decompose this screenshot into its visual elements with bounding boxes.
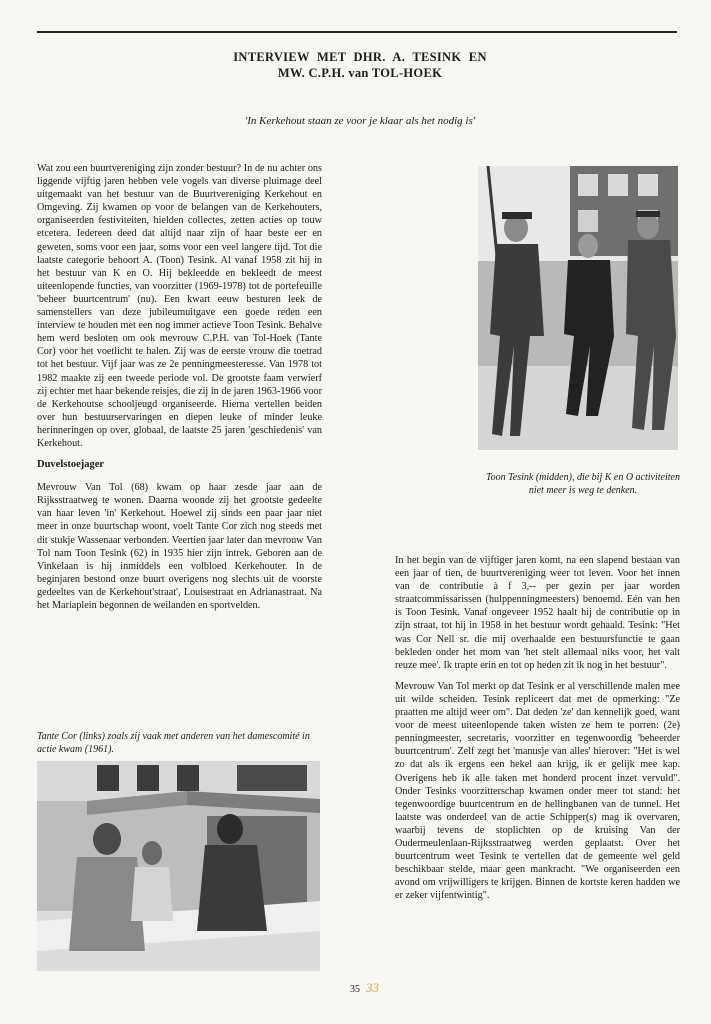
left-column: [37, 162, 322, 620]
photo-damescomite: [37, 761, 320, 971]
left-paragraph-2: Mevrouw Van Tol (68) kwam op haar zesde jaar aan de Rijksstraatweg te wonen. Daarna woonde zij het grootste gedeelte van haar leven 'in' Kerkehout. Hoewel zij sinds een paar jaar niet meer in onze buurtschap woont, voelt Tante Cor zich nog steeds met dit stukje Wassenaar verbonden. Veertien jaar later dan mevrouw Van Tol nam Toon Tesink (62) in 1935 hier zijn intrek. Geboren aan de Vinkelaan is hij inmiddels een volbloed Kerkehouter. In de beginjaren bestond onze buurt overigens nog slechts uit de voorste gedeeltes van de Kerkehout'straat', Louisestraat en Adrianastraat. Na het Mariaplein begonnen de weilanden en sportvelden.: [37, 482, 322, 611]
photo-caption-toon: Toon Tesink (midden), die bij K en O activiteiten niet meer is weg te denken.: [486, 472, 680, 496]
photo-toon-tesink: [478, 166, 678, 450]
page-number: 35: [350, 984, 360, 995]
photo-women-table-image: [37, 761, 320, 971]
pencil-annotation: 33: [366, 980, 379, 995]
section-heading: Duvelstoejager: [37, 459, 105, 471]
right-paragraph-2: Mevrouw Van Tol merkt op dat Tesink er al verschillende malen mee uit wilde scheiden. Tesink repliceert dat met de opmerking: "Ze praatten me altijd weer om". Dat deden 'ze' dan kennelijk goed, want voor de meest uiteenlopende taken wisten ze hem te porren: (2e) penningmeester, secretaris, voorzitter en tegenwoordig 'beheerder buurtcentrum'. Zelf zegt het 'manusje van alles' hierover: "Het is wel zo dat als ik ergens een hekel aan krijg, ik er gelijk mee kap. Overigens heb ik alle taken met honderd procent inzet vervuld". Onder Tesinks voorzitterschap kwamen onder meer tot stand: het tegenwoordige buurtcentrum en de hellingbanen van de tunnel. Het laatste was onderdeel van de actie Schipper(s) mag ik overvaren, waarbij tevens de stoplichten op de kruising Van der Oudermeulenlaan-Rijksstraatweg werden geplaatst. Over het buurtcentrum weet Tesink te vertellen dat de gemeente wel geld beschikbaar stelde, maar geen mankracht. "We organiseerden een avond om vrijwilligers te krijgen. Binnen de kortste keren hadden we er zeker vijfentwintig".: [395, 680, 680, 902]
article-title-line-2: MW. C.P.H. van TOL-HOEK: [277, 66, 443, 80]
right-paragraph-1: In het begin van de vijftiger jaren komt, na een slapend bestaan van een jaar of tien, de buurtvereniging weer tot leven. Voor het innen van de contributie à f 3,-- per gezin per jaar worden straatcommissarissen (hulppenningmeesters) benoemd. Eén van hen is Toon Tesink. Vanaf ongeveer 1952 haalt hij de contributie op in zijn straat, tot hij in 1958 in het bestuur wordt gehaald. Tesink: "Het was Cor Nell sr. die mij overhaalde een bestuursfunctie te gaan bekleden onder het mom van 'het stelt allemaal niks voor, het valt reuze mee'. Ik trapte erin en tot op heden zit ik nog in het bestuur".: [395, 555, 680, 671]
top-rule: [37, 31, 677, 33]
intro-paragraph: Wat zou een buurtvereniging zijn zonder bestuur? In de nu achter ons liggende vijftig jaren hebben vele vogels van diverse pluimage deel uitgemaakt van het bestuur van de Buurtvereniging Kerkehout en Omgeving. Zij kwamen op voor de belangen van de Kerkehouters, organiseerden festiviteiten, hielden collectes, zetten acties op touw etcetera. Iedereen deed dat altijd naar zijn of haar beste eer en geweten, soms voor een jaar, soms voor een veel langere tijd. Tot die laatste categorie behoort A. (Toon) Tesink. Al vanaf 1958 zit hij in het bestuur van K en O. Hij bekleedde en bekleedt de meest uiteenlopende functies, van voorzitter (1969-1978) tot de portefeuille 'beheer buurtcentrum' (nu). Een kwart eeuw besturen leek de samenstellers van deze jubileumuitgave een goede reden een interview te houden met een nog immer actieve Toon Tesink. Behalve hem werd besloten om ook mevrouw C.P.H. van Tol-Hoek (Tante Cor) voor het voetlicht te halen. Zij was de eerste vrouw die toetrad tot het bestuur. Vijf jaar was ze 2e penningmeesteresse. Van 1978 tot 1982 maakte zij een tweede periode vol. De grootste faam verwierf zij echter met haar bekende reisjes, die zij in de jaren 1963-1966 voor de Kerkehoutse schooljeugd organiseerde. Hierna vertellen beiden over hun bestuurservaringen en diepen leuke of minder leuke herinneringen op over, globaal, de laatste 25 jaren 'geschiedenis' van Kerkehout.: [37, 163, 322, 449]
article-title-line-1: INTERVIEW MET DHR. A. TESINK EN: [233, 50, 487, 64]
photo-men-walking-image: [478, 166, 678, 450]
right-column: [395, 554, 680, 910]
photo-caption-tante-cor: Tante Cor (links) zoals zij vaak met anderen van het damescomité in actie kwam (1961).: [37, 731, 310, 755]
article-subtitle: 'In Kerkehout staan ze voor je klaar als het nodig is': [244, 115, 476, 127]
